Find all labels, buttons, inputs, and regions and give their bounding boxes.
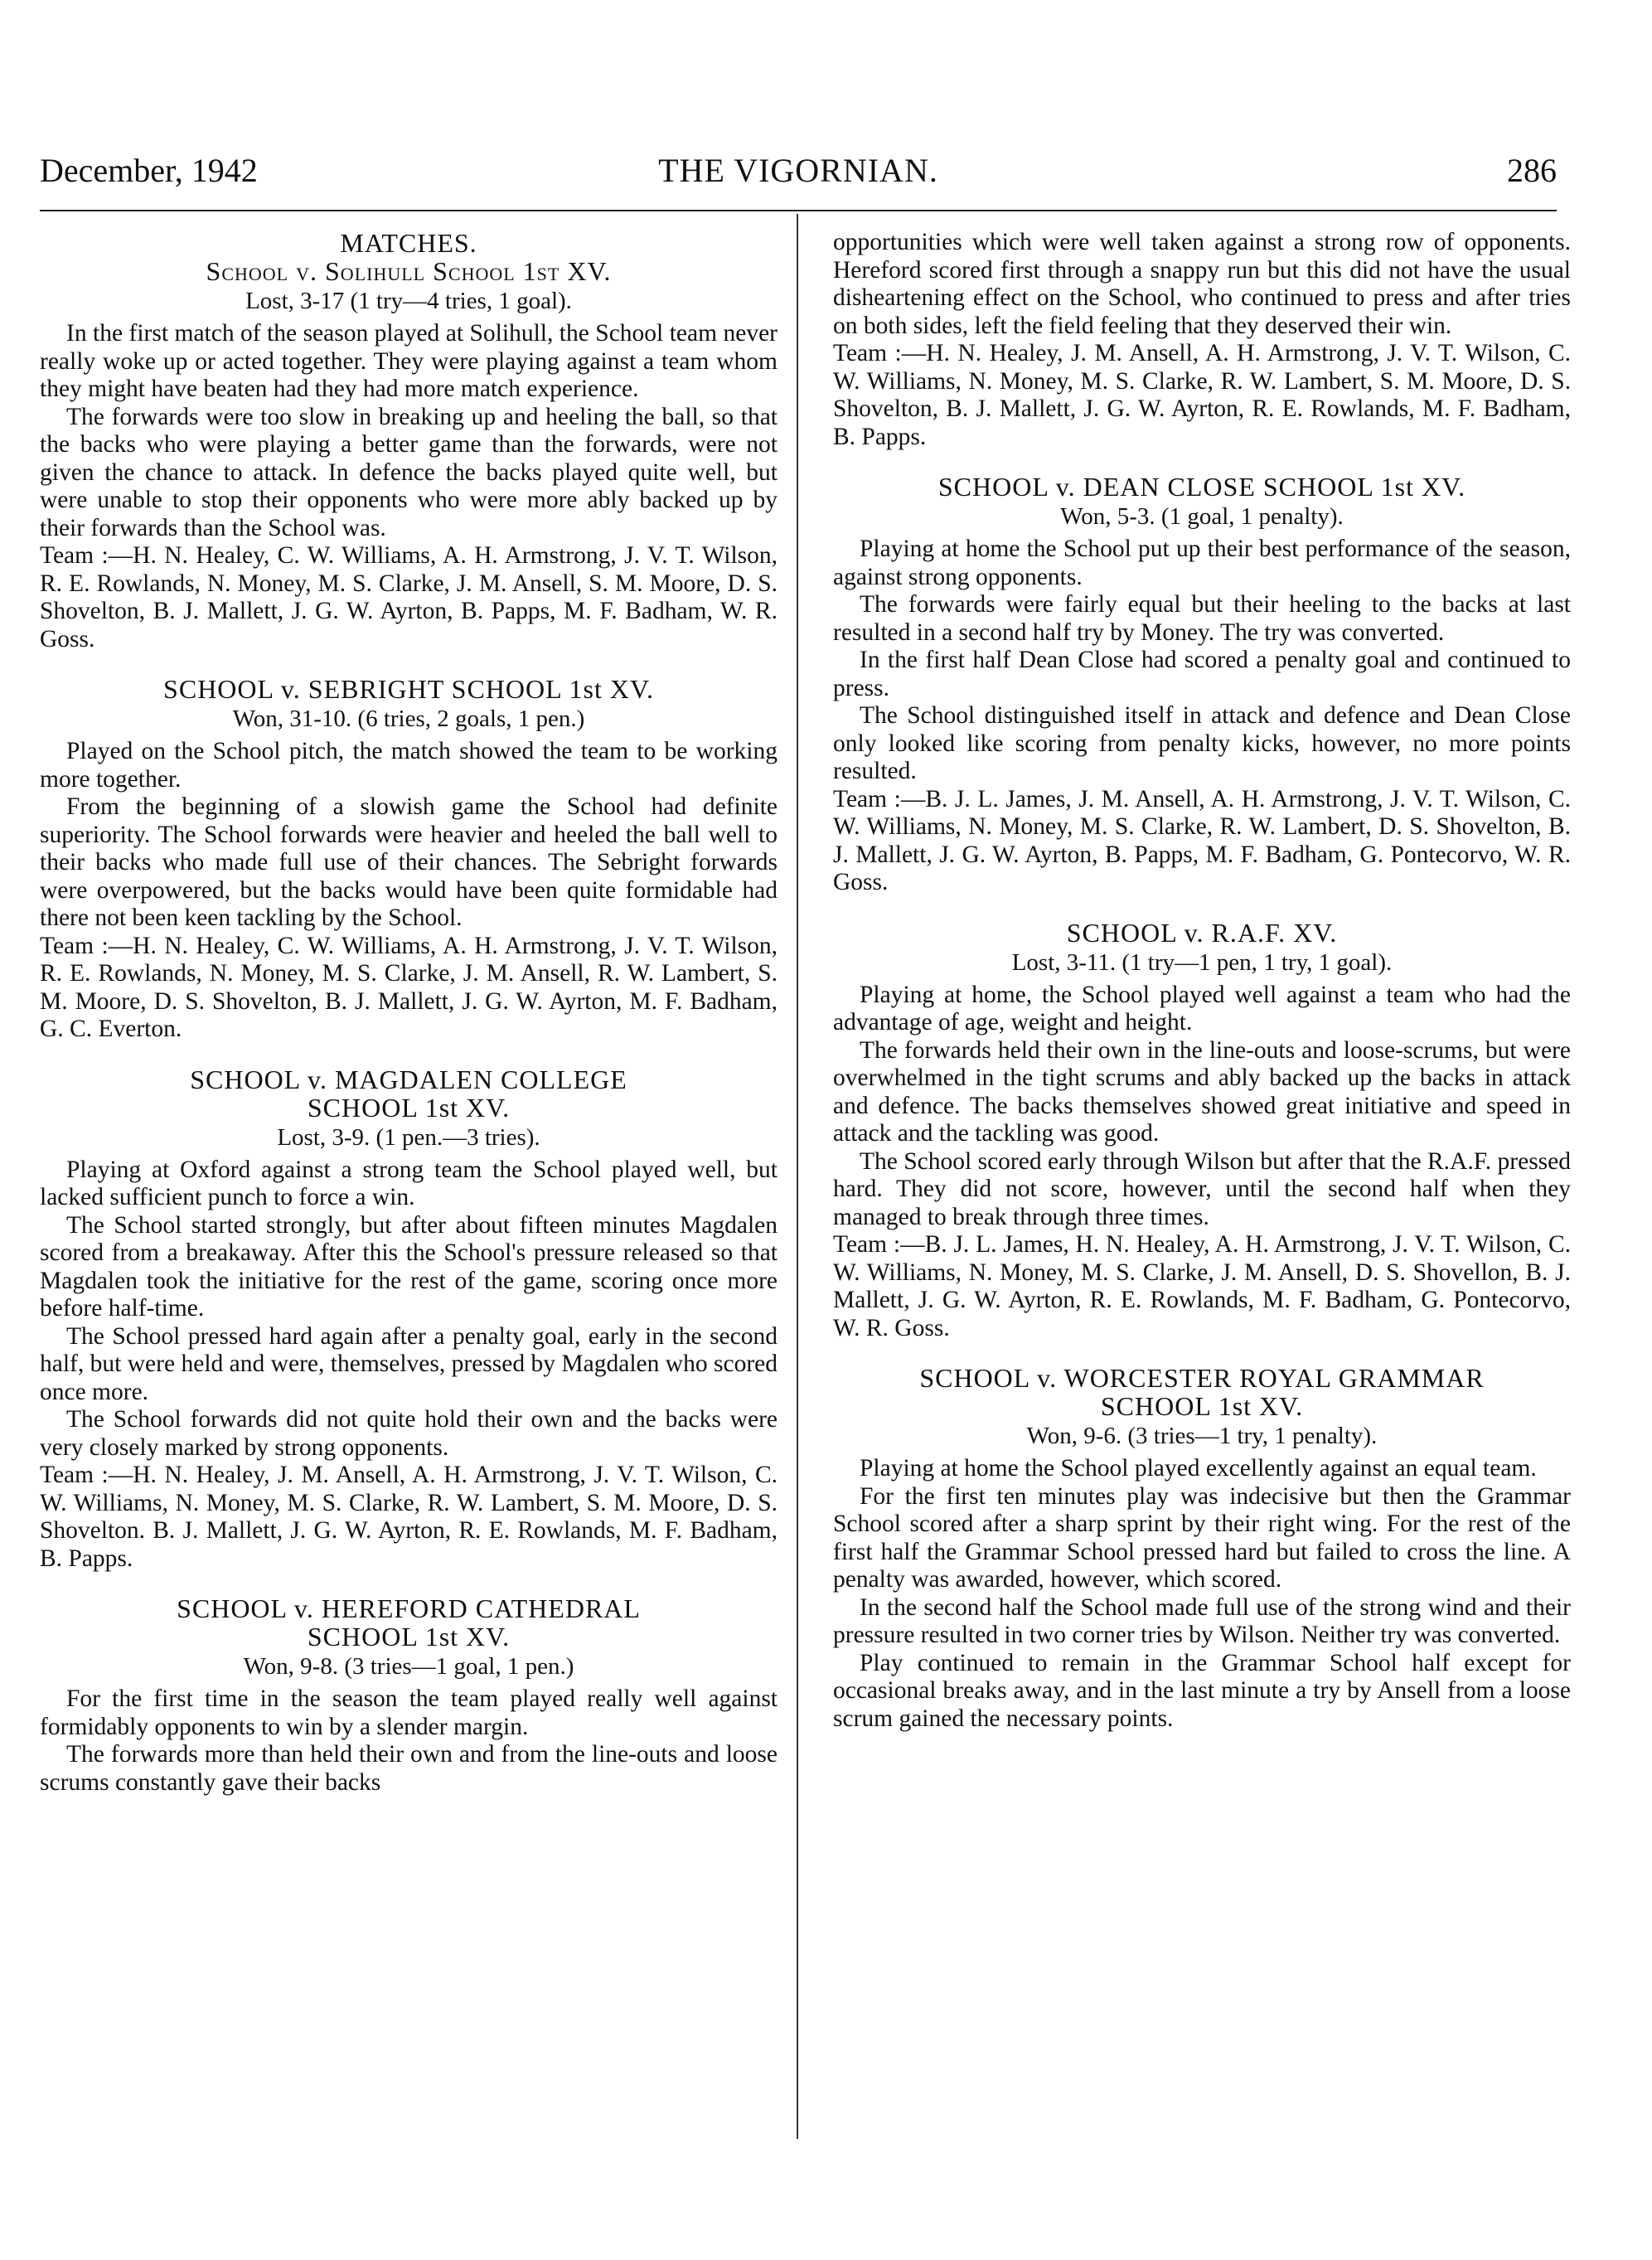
issue-date: December, 1942 xyxy=(40,152,258,189)
match-title-line2: SCHOOL 1st XV. xyxy=(307,1092,511,1123)
section-heading: MATCHES. xyxy=(340,228,477,258)
match-paragraph: The School pressed hard again after a penalty goal, early in the second half, but were held and were, themselves, pressed by Magdalen who scored once more. xyxy=(40,1322,778,1405)
match-paragraph: The School forwards did not quite hold their own and the backs were very closely marked by strong opponents. xyxy=(40,1406,778,1461)
match-title-line1: SCHOOL v. HEREFORD CATHEDRAL xyxy=(177,1593,641,1623)
team-list: Team :—H. N. Healey, J. M. Ansell, A. H. Armstrong, J. V. T. Wilson, C. W. Williams, N. Money, M. S. Clarke, R. W. Lambert, S. M. Moore, D. S. Shovelton. B. J. Mallett, J. G. W. Ayrton, R. E. Rowlands, M. F. Badham, B. Papps. xyxy=(40,1462,778,1572)
match-title: SCHOOL v. SEBRIGHT SCHOOL 1st XV. xyxy=(163,674,654,704)
page-header xyxy=(40,151,1557,201)
team-list: Team :—H. N. Healey, C. W. Williams, A. H. Armstrong, J. V. T. Wilson, R. E. Rowlands, N. Money, M. S. Clarke, J. M. Ansell, S. M. Moore, D. S. Shovelton, B. J. Mallett, J. G. W. Ayrton, B. Papps, M. F. Badham, W. R. Goss. xyxy=(40,542,778,652)
match-paragraph: The forwards held their own in the line-outs and loose-scrums, but were overwhelmed in the tight scrums and ably backed up the backs in attack and defence. The backs themselves showed great initiative and speed in attack and the tackling was good. xyxy=(833,1036,1571,1147)
match-paragraph: Played on the School pitch, the match showed the team to be working more together. xyxy=(40,738,778,793)
match-result: Won, 31-10. (6 tries, 2 goals, 1 pen.) xyxy=(232,706,585,732)
match-magdalen xyxy=(40,1065,778,1574)
match-title: SCHOOL v. DEAN CLOSE SCHOOL 1st XV. xyxy=(937,472,1466,502)
right-column xyxy=(833,229,1571,1733)
publication-title: THE VIGORNIAN. xyxy=(658,152,938,189)
team-list: Team :—B. J. L. James, H. N. Healey, A. H. Armstrong, J. V. T. Wilson, C. W. Williams, N. Money, M. S. Clarke, J. M. Ansell, D. S. Shovellon, B. J. Mallett, J. G. W. Ayrton, R. E. Rowlands, M. F. Badham, G. Pontecorvo, W. R. Goss. xyxy=(833,1231,1571,1341)
left-column xyxy=(40,229,778,1797)
team-list: Team :—H. N. Healey, C. W. Williams, A. H. Armstrong, J. V. T. Wilson, R. E. Rowlands, N. Money, M. S. Clarke, J. M. Ansell, R. W. Lambert, S. M. Moore, D. S. Shovelton, B. J. Mallett, J. G. W. Ayrton, M. F. Badham, G. C. Everton. xyxy=(40,932,778,1042)
match-title-line1: SCHOOL v. WORCESTER ROYAL GRAMMAR xyxy=(919,1363,1485,1393)
match-title: SCHOOL v. R.A.F. XV. xyxy=(1066,917,1338,948)
match-solihull xyxy=(40,257,778,653)
match-paragraph: The forwards were fairly equal but their heeling to the backs at last resulted in a second half try by Money. The try was converted. xyxy=(833,591,1571,646)
match-result: Won, 9-8. (3 tries—1 goal, 1 pen.) xyxy=(243,1653,574,1680)
match-raf xyxy=(833,919,1571,1343)
match-paragraph: In the first match of the season played at Solihull, the School team never really woke up or acted together. They were playing against a team whom they might have beaten had they had more match experience. xyxy=(40,320,778,402)
team-list: Team :—H. N. Healey, J. M. Ansell, A. H. Armstrong, J. V. T. Wilson, C. W. Williams, N. Money, M. S. Clarke, R. W. Lambert, S. M. Moore, D. S. Shovelton, B. J. Mallett, J. G. W. Ayrton, R. E. Rowlands, M. F. Badham, B. Papps. xyxy=(833,340,1571,450)
match-title-line2: SCHOOL 1st XV. xyxy=(307,1622,511,1651)
match-paragraph: The forwards were too slow in breaking up and heeling the ball, so that the backs who were playing a better game than the forwards, were not given the chance to attack. In defence the backs played quite well, but were unable to stop their opponents who were more ably backed up by their forwards than the School was. xyxy=(40,403,778,541)
match-title-line1: SCHOOL v. MAGDALEN COLLEGE xyxy=(190,1064,627,1094)
match-result: Lost, 3-17 (1 try—4 tries, 1 goal). xyxy=(245,288,572,314)
match-worcester xyxy=(833,1364,1571,1733)
match-hereford xyxy=(40,1594,778,1797)
match-paragraph: In the second half the School made full use of the strong wind and their pressure resulted in two corner tries by Wilson. Neither try was converted. xyxy=(833,1593,1571,1648)
match-result: Lost, 3-11. (1 try—1 pen, 1 try, 1 goal). xyxy=(1011,948,1393,976)
match-paragraph: Play continued to remain in the Grammar School half except for occasional breaks away, and in the last minute a try by Ansell from a loose scrum gained the necessary points. xyxy=(833,1649,1571,1732)
match-paragraph: Playing at home, the School played well against a team who had the advantage of age, weight and height. xyxy=(833,981,1571,1035)
match-paragraph: Playing at Oxford against a strong team the School played well, but lacked sufficient punch to force a win. xyxy=(40,1156,778,1210)
match-paragraph: Playing at home the School played excellently against an equal team. xyxy=(860,1455,1537,1482)
match-paragraph: The School scored early through Wilson but after that the R.A.F. pressed hard. They did not score, however, until the second half when they managed to break through three times. xyxy=(833,1147,1571,1230)
match-result: Won, 5-3. (1 goal, 1 penalty). xyxy=(1060,503,1344,530)
page-number: 286 xyxy=(1507,152,1557,189)
match-paragraph: The School distinguished itself in attack and defence and Dean Close only looked like scoring from penalty kicks, however, no more points resulted. xyxy=(833,702,1571,784)
match-paragraph: The forwards more than held their own and from the line-outs and loose scrums constantly gave their backs xyxy=(40,1741,778,1796)
match-result: Won, 9-6. (3 tries—1 try, 1 penalty). xyxy=(1026,1423,1378,1449)
match-sebright xyxy=(40,675,778,1044)
match-paragraph: In the first half Dean Close had scored a penalty goal and continued to press. xyxy=(833,647,1571,701)
match-title-line2: SCHOOL 1st XV. xyxy=(1100,1391,1304,1421)
column-divider xyxy=(797,214,798,2139)
match-paragraph: Playing at home the School put up their best performance of the season, against strong opponents. xyxy=(833,536,1571,590)
match-title: School v. Solihull School 1st XV. xyxy=(206,256,612,286)
match-result: Lost, 3-9. (1 pen.—3 tries). xyxy=(277,1123,540,1151)
match-paragraph: The School started strongly, but after about fifteen minutes Magdalen scored from a breakaway. After this the School's pressure released so that Magdalen took the initiative for the rest of the game, scoring once more before half-time. xyxy=(40,1211,778,1322)
match-paragraph: From the beginning of a slowish game the School had definite superiority. The School forwards were heavier and heeled the ball well to their backs who made full use of their chances. The Sebright forwards were overpowered, but the backs would have been quite formidable had there not been keen tackling by the School. xyxy=(40,793,778,931)
team-list: Team :—B. J. L. James, J. M. Ansell, A. H. Armstrong, J. V. T. Wilson, C. W. Williams, N. Money, M. S. Clarke, R. W. Lambert, D. S. Shovelton, B. J. Mallett, J. G. W. Ayrton, B. Papps, M. F. Badham, G. Pontecorvo, W. R. Goss. xyxy=(833,785,1571,895)
match-paragraph: opportunities which were well taken against a strong row of opponents. Hereford scored first through a snappy run but this did not have the usual disheartening effect on the School, who continued to press and after tries on both sides, left the field feeling that they deserved their win. xyxy=(833,229,1571,339)
match-dean-close xyxy=(833,473,1571,897)
match-paragraph: For the first ten minutes play was indecisive but then the Grammar School scored after a sharp sprint by their right wing. For the rest of the first half the Grammar School pressed hard but failed to cross the line. A penalty was awarded, however, which scored. xyxy=(833,1482,1571,1593)
match-hereford-continued xyxy=(833,229,1571,451)
header-rule xyxy=(40,210,1557,211)
match-paragraph: For the first time in the season the team played really well against formidably opponents to win by a slender margin. xyxy=(40,1685,778,1740)
